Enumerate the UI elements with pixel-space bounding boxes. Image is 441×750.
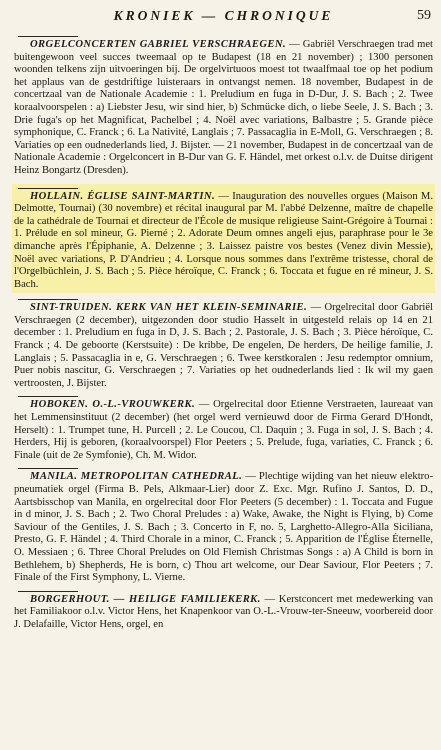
article-borgerhout bbox=[14, 591, 433, 632]
article-orgelconcerten bbox=[14, 36, 433, 178]
article-heading: MANILA. METROPOLITAN CATHEDRAL. bbox=[30, 471, 243, 483]
article-heading: BORGERHOUT. — HEILIGE FAMILIEKERK. bbox=[30, 593, 261, 605]
article-manila bbox=[14, 468, 433, 584]
running-head bbox=[14, 8, 433, 28]
page-title: KRONIEK — CHRONIQUE bbox=[113, 8, 334, 23]
article-body: — Kerstconcert met medewerking van het Familiakoor o.l.v. Victor Hens, het Knapenkoor van O.-L.-Vrouw-ter-Sneeuw, voorbereid door J. Delafaille, Victor Hens, orgel, en bbox=[14, 593, 433, 630]
article-heading: SINT-TRUIDEN. KERK VAN HET KLEIN-SEMINARIE. bbox=[30, 302, 308, 314]
article-body: — Inauguration des nouvelles orgues (Maison M. Delmotte, Tournai) (30 novembre) et récital inaugural par M. l'abbé Delzenne, maître de chapelle de la cathédrale de Tournai et directeur de l'École de musique religieuse Saint-Grégoire à Tournai : 1. Prélude en sol mineur, G. Pierné ; 2. Adorate Deum omnes angeli ejus, paraphrase pour le 3e dimanche après l'Épiphanie, A. Delzenne ; 3. Laissez paistre vos bestes (Venez divin Messie), Noël avec variations, P. D'Andrieu ; 4. Lorsque nous sommes dans l'extrême tristesse, choral de l'Orgelbüchlein, J. S. Bach ; 5. Pièce héroïque, C. Franck ; 6. Toccata et fugue en ré mineur, J. S. Bach. bbox=[14, 190, 434, 290]
article-body: — Gabriël Verschraegen trad met buitengewoon veel succes tweemaal op te Budapest (18 en 21 november) ; 1300 personen woonden telkens zijn uitvoeringen bij. De orgelvirtuoos moest tot twaalfmaal toe op het podium het applaus van de gestdriftige luisteraars in ontvangst nemen. 18 november, Budapest in de concertzaal van de Nationale Academie : 1. Preludium en fuga in D-Dur, J. S. Bach ; 2. Twee koraalvoorspelen : a) Liebster Jesu, wir sind hier, b) Schmücke dich, o liebe Seele, J. S. Bach ; 3. Drie fuga's op het Magnificat, Pachelbel ; 4. Noël avec variations, Balbastre ; 5. Grande pièce symphonique, C. Franck ; 6. La Nativité, Langlais ; 7. Passacaglia in E-Moll, G. Verschraegen ; 8. Variaties op een oudnederlands lied, J. Bijster. — 21 november, Budapest in de concertzaal van de Nationale Academie : Orgelconcert in B-Dur van G. F. Händel, met orkest o.l.v. de Duitse dirigent Heinz Bongartz (Dresden). bbox=[14, 39, 434, 176]
page-number: 59 bbox=[417, 8, 431, 23]
section-divider bbox=[18, 188, 78, 189]
article-heading: HOBOKEN. O.-L.-VROUWKERK. bbox=[30, 399, 196, 411]
article-heading: ORGELCONCERTEN GABRIEL VERSCHRAEGEN. bbox=[30, 39, 286, 50]
section-divider bbox=[18, 36, 78, 37]
article-body: — Orgelrecital door Etienne Verstraeten, laureaat van het Lemmensinstituut (2 december) (het orgel werd vernieuwd door de Firma Gerard D'Hondt, Herselt) : 1. Trumpet tune, H. Purcell ; 2. Le Coucou, Cl. Daquin ; 3. Fuga in sol, J. S. Bach ; 4. Herders, Hij is geboren, (koraalvoorspel) Flor Peeters ; 5. Prelude, fuga, variaties, C. Franck ; 6. Finale (uit de 2e Symfonie), Ch. M. Widor. bbox=[14, 399, 433, 461]
article-sint-truiden bbox=[14, 299, 433, 390]
article-body: — Orgelrecital door Gabriël Verschraegen (2 december), uitgezonden door studio Hasselt in uitgesteld relais op 14 en 21 december : 1. Preludium en fuga in D, J. S. Bach ; 2. Pastorale, J. S. Bach ; 3. Pièce héroïque, C. Franck ; 4. De geboorte (Kerstsuite) : De kribbe, De engelen, De herders, De heilige familie, J. Langlais ; 5. Passacaglia in e, G. Verschraegen ; 6. Twee kerstkoralen : Jesu redemptor omnium, Puer nobis nascitur, G. Verschraegen ; 7. Variaties op het oudnederlands lied : Ik wil my gaen vertroosten, J. Bijster. bbox=[14, 302, 433, 389]
article-body: — Plechtige wijding van het nieuw elektro-pneumatiek orgel (Firma B. Pels, Alkmaar-Lier) door Z. Exc. Mgr. Rufino J. Santos, D. D., Aartsbisschop van Manila, en orgelrecital door Flor Peeters (5 december) : 1. Toccata and Fugue in d minor, J. S. Bach ; 2. Two Choral Preludes : a) Wake, Awake, the Night is Flying, b) Come Saviour of the Gentiles, J. S. Bach ; 3. Concerto in F, no. 5, Larghetto-Allegro-Alla Siciliana, Presto, G. F. Händel ; 4. Third Chorale in a minor, C. Franck ; 5. Apparition de l'Église Éternelle, O. Messiaen ; 6. Three Choral Preludes on Old Flemish Christmas Songs : a) A Child is born in Bethlehem, b) Shepherds, He is born, c) Thou art welcome, our Dear Saviour, Flor Peeters ; 7. Finale of the First Symphony, L. Vierne. bbox=[14, 471, 433, 584]
section-divider bbox=[18, 591, 78, 592]
article-hoboken bbox=[14, 396, 433, 462]
section-divider bbox=[18, 299, 78, 300]
section-divider bbox=[18, 396, 78, 397]
section-divider bbox=[18, 468, 78, 469]
article-hollain bbox=[12, 184, 435, 294]
article-heading: HOLLAIN. ÉGLISE SAINT-MARTIN. bbox=[30, 190, 215, 202]
